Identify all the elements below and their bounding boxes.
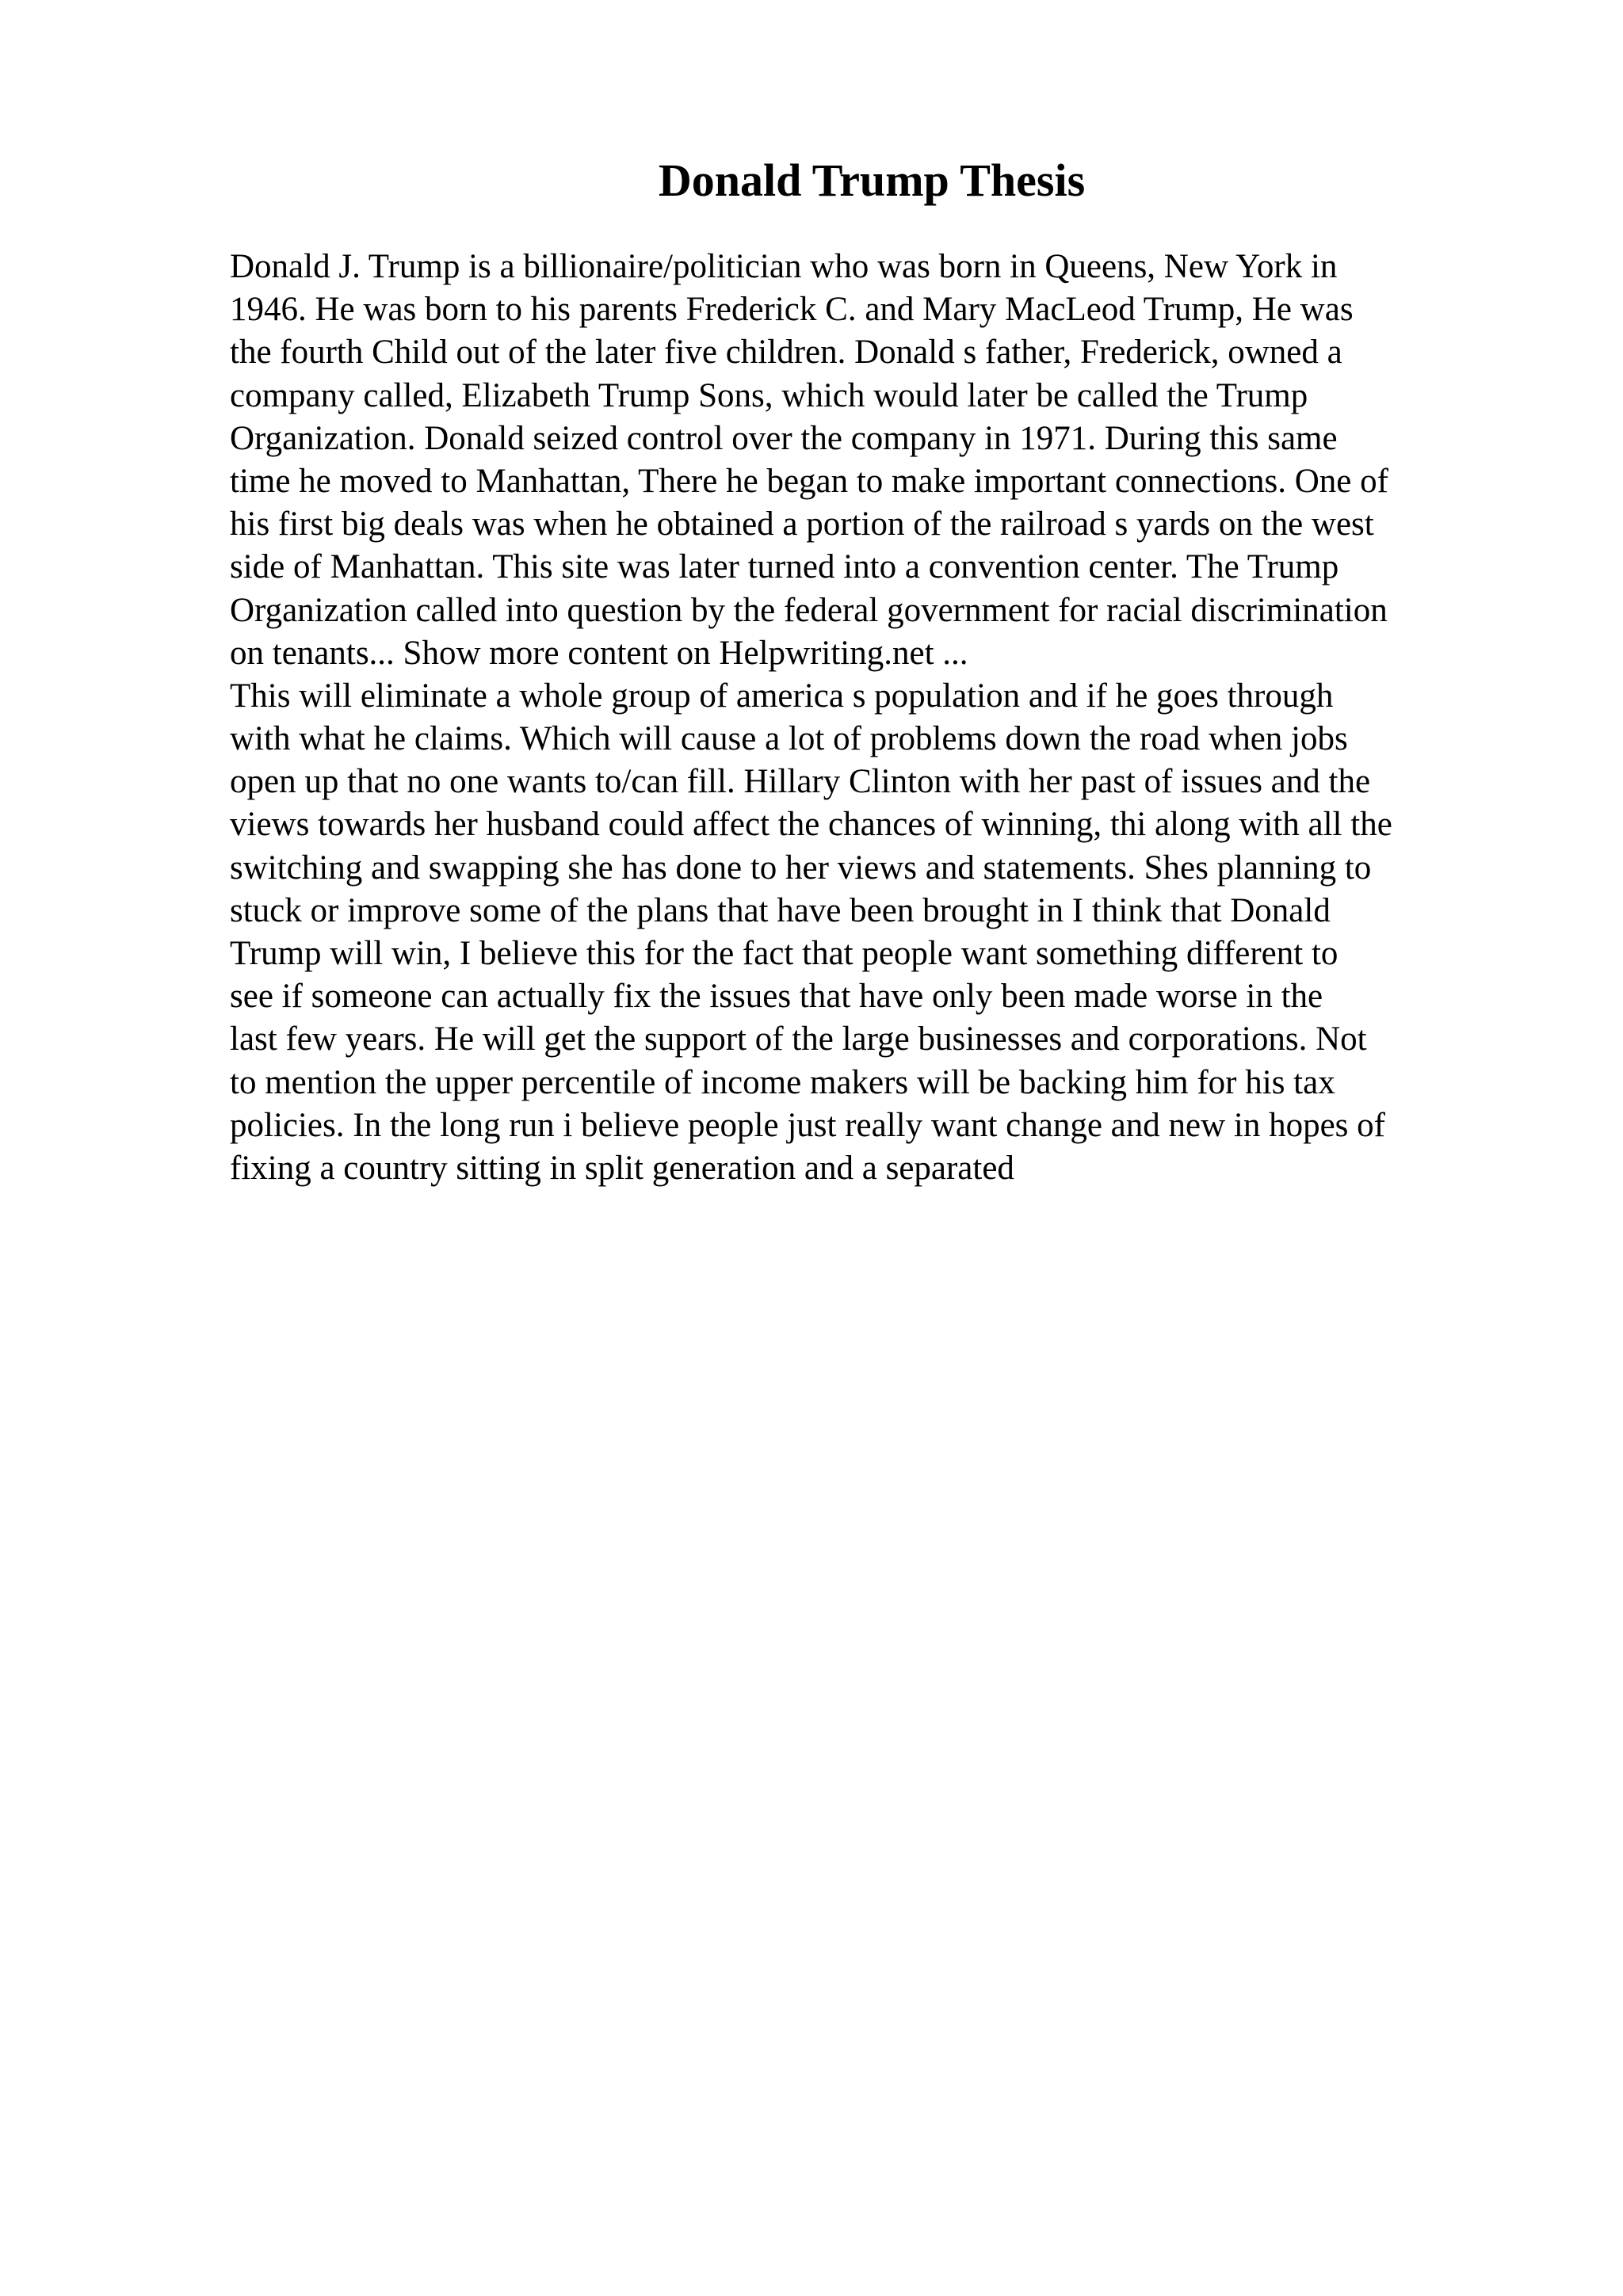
- body-line: company called, Elizabeth Trump Sons, which would later be called the Trump: [230, 376, 1308, 414]
- body-line: 1946. He was born to his parents Frederick C. and Mary MacLeod Trump, He was: [230, 291, 1354, 329]
- body-line: his first big deals was when he obtained a portion of the railroad s yards on the west: [230, 505, 1374, 543]
- body-line: side of Manhattan. This site was later turned into a convention center. The Trump: [230, 548, 1339, 586]
- document-title: Donald Trump Thesis: [658, 154, 1086, 206]
- body-line: switching and swapping she has done to her views and statements. Shes planning to: [230, 849, 1372, 887]
- body-line: Trump will win, I believe this for the fact that people want something different to: [230, 935, 1338, 972]
- body-line: on tenants... Show more content on Helpwriting.net ...: [230, 634, 968, 672]
- body-line: to mention the upper percentile of income makers will be backing him for his tax: [230, 1063, 1335, 1101]
- body-line: time he moved to Manhattan, There he began to make important connections. One of: [230, 462, 1388, 500]
- body-line: stuck or improve some of the plans that have been brought in I think that Donald: [230, 891, 1331, 929]
- body-line: views towards her husband could affect the chances of winning, thi along with all the: [230, 806, 1392, 844]
- body-line: see if someone can actually fix the issues that have only been made worse in the: [230, 978, 1323, 1016]
- body-line: the fourth Child out of the later five children. Donald s father, Frederick, owned a: [230, 334, 1342, 372]
- body-line: open up that no one wants to/can fill. Hillary Clinton with her past of issues and the: [230, 763, 1371, 801]
- body-line: This will eliminate a whole group of america s population and if he goes through: [230, 677, 1334, 715]
- body-line: with what he claims. Which will cause a lot of problems down the road when jobs: [230, 720, 1348, 758]
- body-line: Donald J. Trump is a billionaire/politician who was born in Queens, New York in: [230, 248, 1338, 285]
- document-body: [230, 246, 1498, 1190]
- body-line: fixing a country sitting in split generation and a separated: [230, 1149, 1014, 1187]
- body-line: policies. In the long run i believe people just really want change and new in hopes of: [230, 1106, 1385, 1144]
- body-line: Organization called into question by the federal government for racial discrimination: [230, 591, 1388, 629]
- body-line: last few years. He will get the support of the large businesses and corporations. Not: [230, 1020, 1367, 1058]
- body-line: Organization. Donald seized control over the company in 1971. During this same: [230, 419, 1338, 457]
